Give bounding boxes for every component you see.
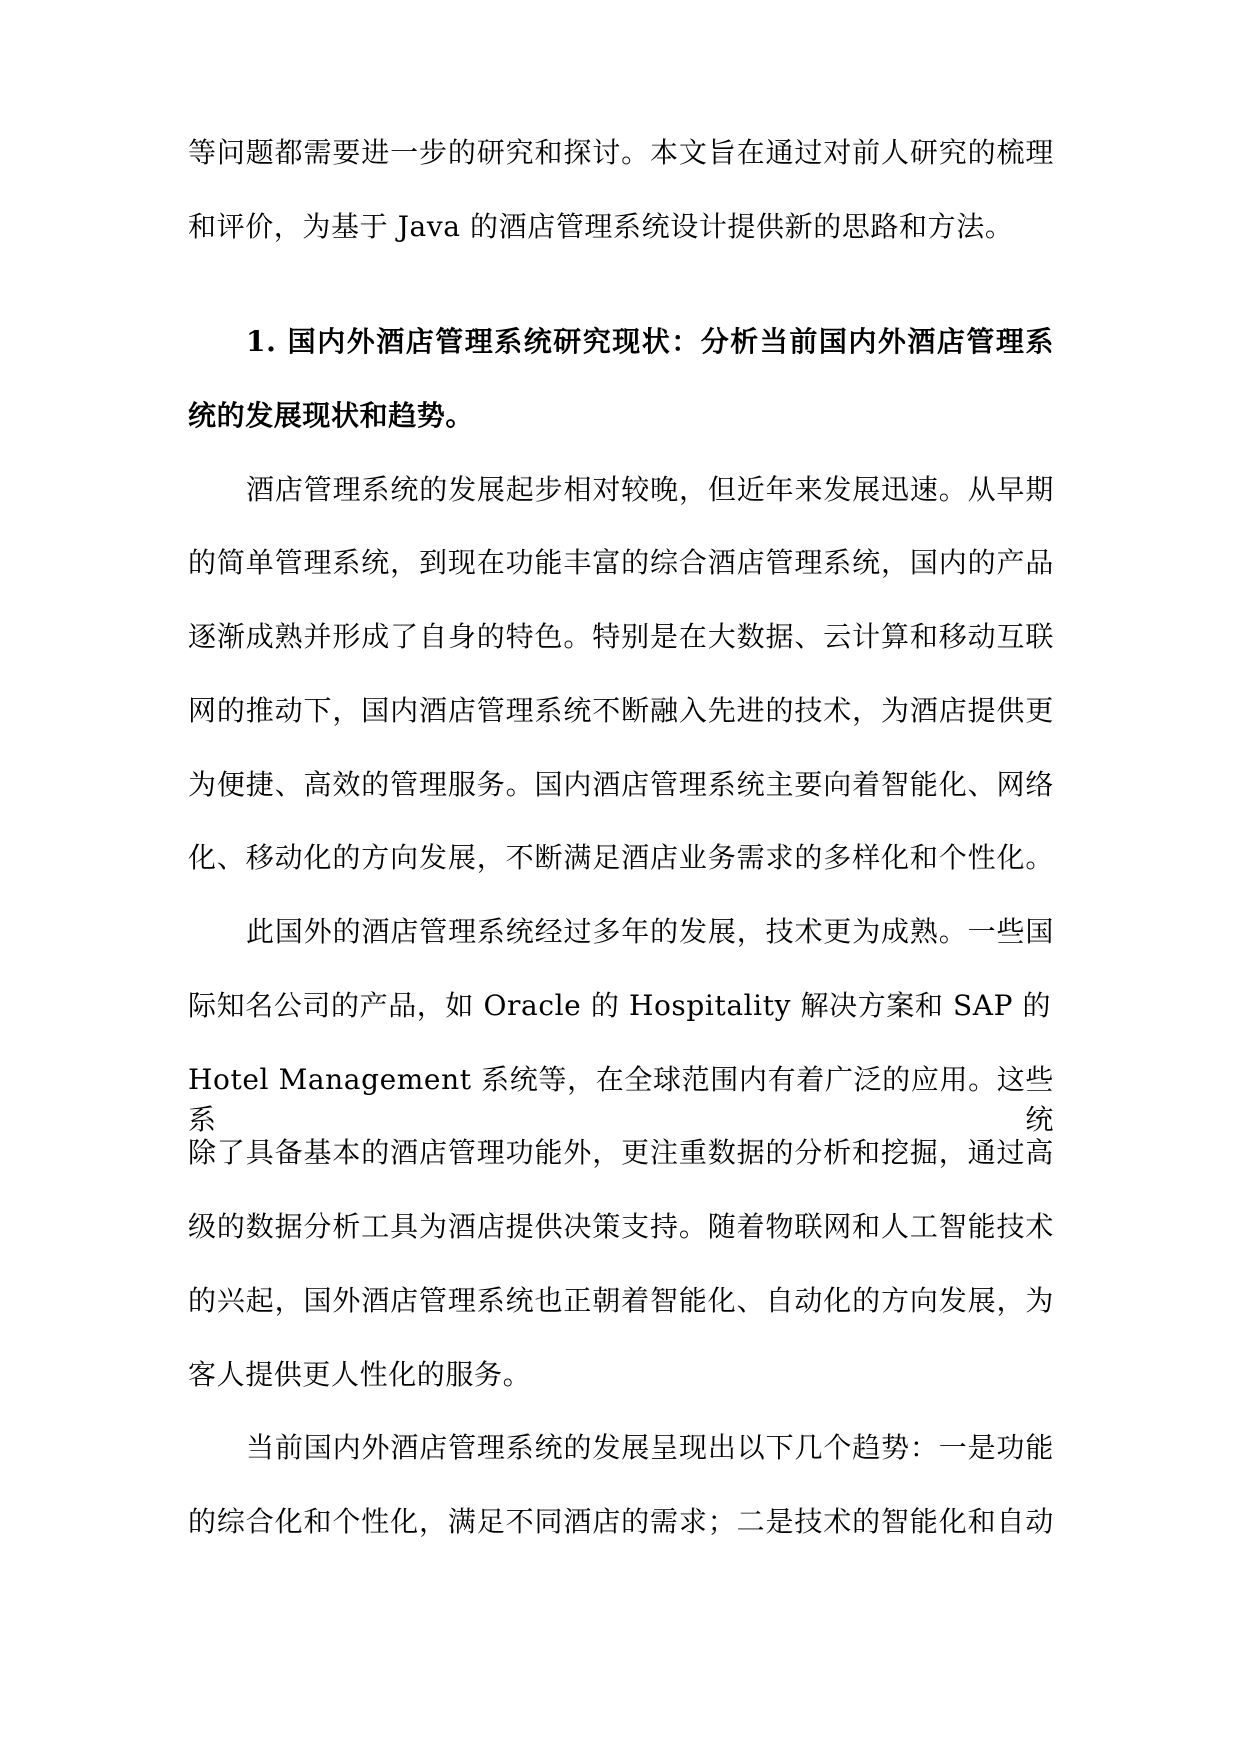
paragraph-line: Hotel Management 系统等，在全球范围内有着广泛的应用。这些系统 [188,1063,1054,1136]
paragraph-line: 的兴起，国外酒店管理系统也正朝着智能化、自动化的方向发展，为 [188,1284,1054,1317]
paragraph-line: 客人提供更人性化的服务。 [188,1358,532,1391]
paragraph-line: 际知名公司的产品，如 Oracle 的 Hospitality 解决方案和 SAP 的 [188,989,1052,1022]
paragraph-line: 级的数据分析工具为酒店提供决策支持。随着物联网和人工智能技术 [188,1210,1054,1243]
paragraph-line: 此国外的酒店管理系统经过多年的发展，技术更为成熟。一些国 [246,915,1054,948]
paragraph-line: 为便捷、高效的管理服务。国内酒店管理系统主要向着智能化、网络 [188,768,1054,801]
paragraph-line: 的简单管理系统，到现在功能丰富的综合酒店管理系统，国内的产品 [188,546,1054,579]
paragraph-line: 化、移动化的方向发展，不断满足酒店业务需求的多样化和个性化。 [188,841,1054,874]
paragraph-line: 的综合化和个性化，满足不同酒店的需求；二是技术的智能化和自动 [188,1505,1054,1538]
section-heading-line: 统的发展现状和趋势。 [188,399,475,432]
paragraph-line: 当前国内外酒店管理系统的发展呈现出以下几个趋势：一是功能 [246,1431,1054,1464]
section-heading-line: 1. 国内外酒店管理系统研究现状：分析当前国内外酒店管理系 [246,325,1054,358]
paragraph-line: 酒店管理系统的发展起步相对较晚，但近年来发展迅速。从早期 [246,473,1054,506]
paragraph-line: 除了具备基本的酒店管理功能外，更注重数据的分析和挖掘，通过高 [188,1136,1054,1169]
paragraph-line: 等问题都需要进一步的研究和探讨。本文旨在通过对前人研究的梳理 [188,136,1054,169]
paragraph-line: 逐渐成熟并形成了自身的特色。特别是在大数据、云计算和移动互联 [188,620,1054,653]
paragraph-line: 网的推动下，国内酒店管理系统不断融入先进的技术，为酒店提供更 [188,694,1054,727]
paragraph-line: 和评价，为基于 Java 的酒店管理系统设计提供新的思路和方法。 [188,210,1014,243]
